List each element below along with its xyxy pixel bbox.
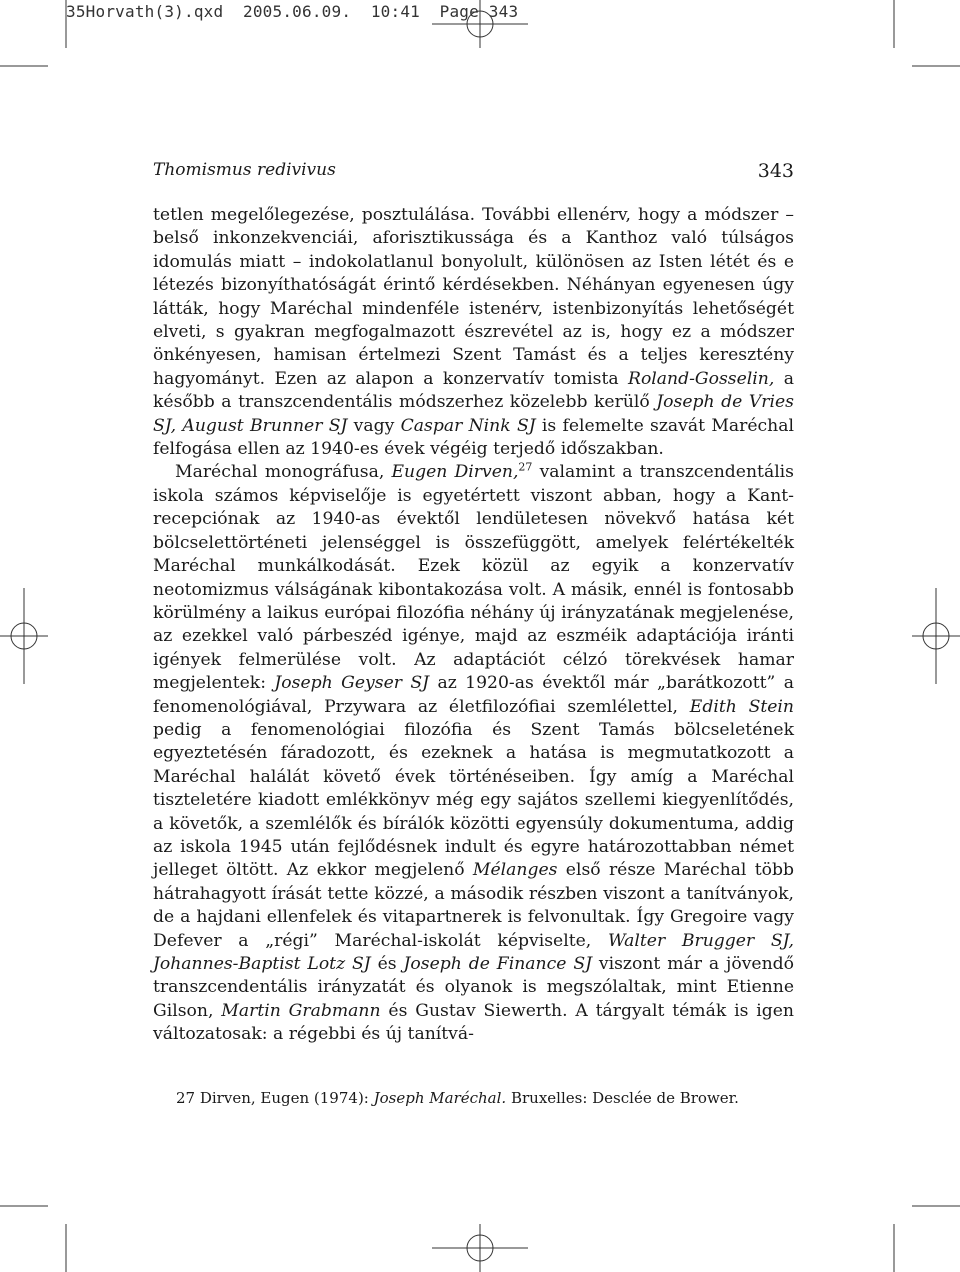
italic-text: Joseph de Vries SJ, August Brunner SJ bbox=[153, 392, 794, 436]
italic-text: Joseph Maréchal. bbox=[373, 1089, 507, 1107]
italic-text: Roland-Gosselin, bbox=[628, 368, 775, 389]
text-run: is felemelte szavát Maréchal felfogása ellen az 1940-es évek végéig terjedő időszakban. bbox=[153, 415, 794, 460]
text-run: első része Maréchal több hátrahagyott írását tette közzé, a második részben viszont a tanítványok, de a hajdani ellenfelek és vitapartnerek is felvonultak. Így Gregoire vagy Defever a „régi” Maréchal-iskolát képviselte, bbox=[153, 860, 794, 951]
footnote-ref: 27 bbox=[518, 460, 533, 474]
text-run: Bruxelles: Desclée de Brower. bbox=[506, 1089, 739, 1107]
text-run: tetlen megelőlegezése, posztulálása. További ellenérv, hogy a módszer – belső inkonzekvenciái, aforisztikussága és a Kanthoz való túlságos idomulás miatt – indokolatlanul bonyolult, különösen az Isten létét és e létezés bizonyíthatóságát érintő kérdésekben. Néhányan egyenesen úgy látták, hogy Maréchal mindenféle istenérv, istenbizonyítás lehetőségét elveti, s gyakran megfogalmazott észrevétel az is, hogy ez a módszer önkényesen, hamisan értelmezi Szent Tamást és a teljes keresztény hagyományt. Ezen az alapon a konzervatív tomista bbox=[153, 205, 794, 389]
footnote-27 bbox=[176, 1089, 796, 1107]
italic-text: Mélanges bbox=[472, 860, 558, 881]
text-run: és Gustav Siewerth. A tárgyalt témák is igen változatosak: a régebbi és új tanítvá- bbox=[153, 1000, 795, 1045]
registration-mark-right bbox=[912, 588, 960, 684]
text-run: és bbox=[370, 954, 404, 974]
italic-text: Walter Brugger SJ, Johannes-Baptist Lotz SJ bbox=[153, 930, 794, 974]
italic-text: Martin Grabmann bbox=[221, 1000, 381, 1021]
text-run: valamint a transzcendentális iskola számos képviselője is egyetértett viszont abban, hogy a Kant-recepciónak az 1940-as évektől lendületesen növekvő hatása két bölcselettörténeti jelenséggel is összefüggött, amelyek felértékelték Maréchal munkálkodását. Ezek közül az egyik a konzervatív neotomizmus válságának kibontakozása volt. A másik, ennél is fontosabb körülmény a laikus európai filozófia néhány új irányzatának megjelenése, az ezekkel való párbeszéd igénye, majd az eszméik adaptációja iránti igények felmerülése volt. Az adaptációt célzó törekvések hamar megjelentek: bbox=[153, 462, 795, 694]
text-run: 27 Dirven, Eugen (1974): bbox=[176, 1089, 374, 1107]
italic-text: Joseph de Finance SJ bbox=[403, 954, 592, 974]
page-number: 343 bbox=[757, 160, 794, 182]
registration-mark-bottom bbox=[432, 1224, 528, 1272]
paragraph-1 bbox=[153, 204, 794, 461]
registration-mark-left bbox=[0, 588, 48, 684]
text-run: az 1920-as évektől már „barátkozott” a fenomenológiával, Przywara az életfilozófiai szemlélettel, bbox=[153, 673, 794, 717]
text-run: vagy bbox=[347, 415, 401, 436]
italic-text: Eugen Dirven, bbox=[391, 462, 519, 483]
italic-text: Joseph Geyser SJ bbox=[274, 673, 430, 694]
text-run: Maréchal monográfusa, bbox=[175, 462, 392, 483]
print-slug: 35Horvath(3).qxd 2005.06.09. 10:41 Page 343 bbox=[66, 2, 519, 21]
italic-text: Caspar Nink SJ bbox=[400, 415, 536, 436]
body-text bbox=[153, 204, 794, 1047]
text-run: pedig a fenomenológiai filozófia és Szent Tamás bölcseletének egyeztetésén fáradozott, és ezeknek a hatása is megmutatkozott a Maréchal halálát követő évek történéseiben. Így amíg a Maréchal tiszteletére kiadott emlékkönyv még egy sajátos szellemi kiegyenlítődés, a követők, a szemlélők és bírálók közötti egyensúly dokumentuma, addig az iskola 1945 után fejlődésnek indult és egyre határozottabban német jelleget öltött. Az ekkor megjelenő bbox=[153, 719, 794, 881]
running-title: Thomismus redivivus bbox=[153, 160, 336, 180]
registration-mark-top bbox=[432, 0, 528, 48]
text-run: a később a transzcendentális módszerhez közelebb kerülő bbox=[153, 368, 794, 413]
text-run: viszont már a jövendő transzcendentális irányzatát és olyanok is megszólaltak, mint Etienne Gilson, bbox=[153, 954, 794, 1021]
paragraph-2 bbox=[153, 461, 794, 1046]
italic-text: Edith Stein bbox=[689, 696, 794, 717]
